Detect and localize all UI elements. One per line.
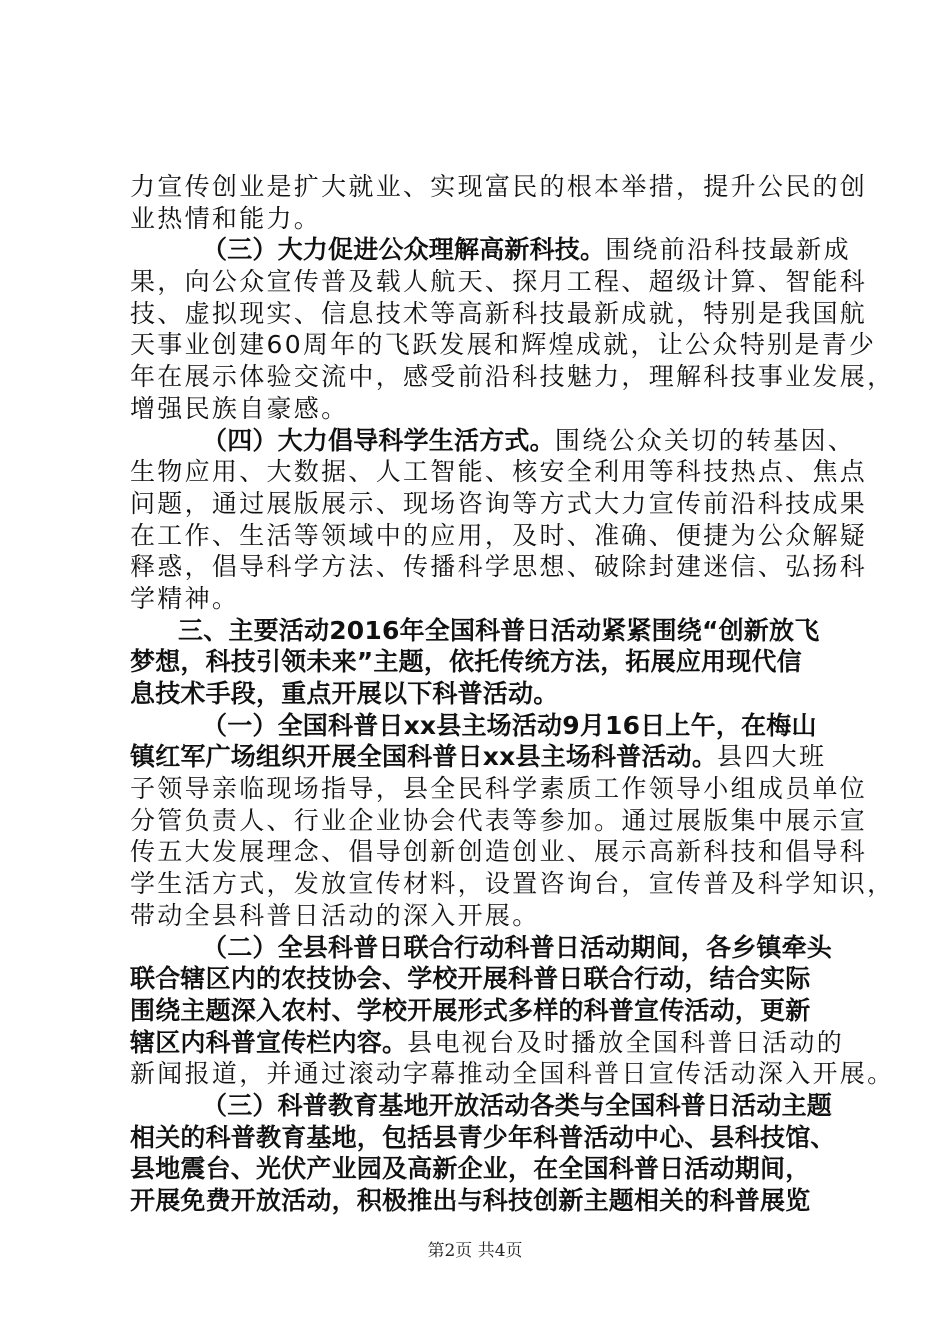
text-line: 果，向公众宣传普及载人航天、探月工程、超级计算、智能科 bbox=[130, 267, 868, 297]
text-line: 开展免费开放活动，积极推出与科技创新主题相关的科普展览 bbox=[130, 1186, 811, 1215]
text-line bbox=[130, 1027, 845, 1059]
text-line: （三）科普教育基地开放活动各类与全国科普日活动主题 bbox=[202, 1090, 833, 1120]
text-line: 梦想，科技引领未来”主题，依托传统方法，拓展应用现代信 bbox=[130, 647, 802, 677]
text-line: 传五大发展理念、倡导创新创造创业、展示高新科技和倡导科 bbox=[130, 837, 868, 867]
text-line bbox=[130, 234, 851, 266]
text-line: 围绕主题深入农村、学校开展形式多样的科普宣传活动，更新 bbox=[130, 995, 811, 1025]
text-line: 联合辖区内的农技协会、学校开展科普日联合行动，结合实际 bbox=[130, 964, 811, 994]
body-text: 围绕前沿科技最新成 bbox=[605, 235, 851, 265]
text-line: 学精神。 bbox=[130, 583, 240, 613]
body-text: 县电视台及时播放全国科普日活动的 bbox=[407, 1027, 845, 1057]
text-line: 分管负责人、行业企业协会代表等参加。通过展版集中展示宣 bbox=[130, 805, 868, 835]
text-line: （二）全县科普日联合行动科普日活动期间，各乡镇牵头 bbox=[202, 932, 833, 962]
text-line: 业热情和能力。 bbox=[130, 203, 322, 233]
text-line: 新闻报道，并通过滚动字幕推动全国科普日宣传活动深入开展。 bbox=[130, 1059, 895, 1089]
bold-heading-text: 辖区内科普宣传栏内容。 bbox=[130, 1027, 408, 1057]
text-line: 带动全县科普日活动的深入开展。 bbox=[130, 900, 540, 930]
text-line: 相关的科普教育基地，包括县青少年科普活动中心、县科技馆、 bbox=[130, 1122, 836, 1152]
text-line bbox=[130, 741, 830, 773]
document-body bbox=[130, 171, 895, 1217]
text-line: 县地震台、光伏产业园及高新企业，在全国科普日活动期间， bbox=[130, 1154, 811, 1184]
text-line: 学生活方式，发放宣传材料，设置咨询台，宣传普及科学知识， bbox=[130, 869, 895, 899]
text-line: 子领导亲临现场指导，县全民科学素质工作领导小组成员单位 bbox=[130, 774, 868, 804]
text-line: 释惑，倡导科学方法、传播科学思想、破除封建迷信、弘扬科 bbox=[130, 552, 868, 582]
bold-heading-text: （四）大力倡导科学生活方式。 bbox=[202, 425, 555, 455]
page-footer: 第2页 共4页 bbox=[427, 1241, 523, 1261]
text-line: 生物应用、大数据、人工智能、核安全利用等科技热点、焦点 bbox=[130, 457, 868, 487]
text-line: 增强民族自豪感。 bbox=[130, 393, 349, 423]
text-line: 天事业创建60周年的飞跃发展和辉煌成就，让公众特别是青少 bbox=[130, 330, 877, 360]
body-text: 围绕公众关切的转基因、 bbox=[554, 425, 856, 455]
bold-heading-text: 镇红军广场组织开展全国科普日xx县主场科普活动。 bbox=[130, 742, 718, 772]
text-line: （一）全国科普日xx县主场活动9月16日上午，在梅山 bbox=[202, 710, 817, 740]
text-line: 技、虚拟现实、信息技术等高新科技最新成就，特别是我国航 bbox=[130, 298, 868, 328]
text-line: 问题，通过展版展示、现场咨询等方式大力宣传前沿科技成果 bbox=[130, 488, 868, 518]
text-line: 三、主要活动2016年全国科普日活动紧紧围绕“创新放飞 bbox=[178, 615, 820, 645]
text-line: 息技术手段，重点开展以下科普活动。 bbox=[130, 679, 559, 708]
text-line: 年在展示体验交流中，感受前沿科技魅力，理解科技事业发展， bbox=[130, 362, 895, 392]
text-line bbox=[130, 425, 856, 457]
text-line: 力宣传创业是扩大就业、实现富民的根本举措，提升公民的创 bbox=[130, 172, 868, 201]
bold-heading-text: （三）大力促进公众理解高新科技。 bbox=[202, 235, 606, 265]
text-line: 在工作、生活等领域中的应用，及时、准确、便捷为公众解疑 bbox=[130, 520, 868, 550]
body-text: 县四大班 bbox=[717, 742, 827, 772]
